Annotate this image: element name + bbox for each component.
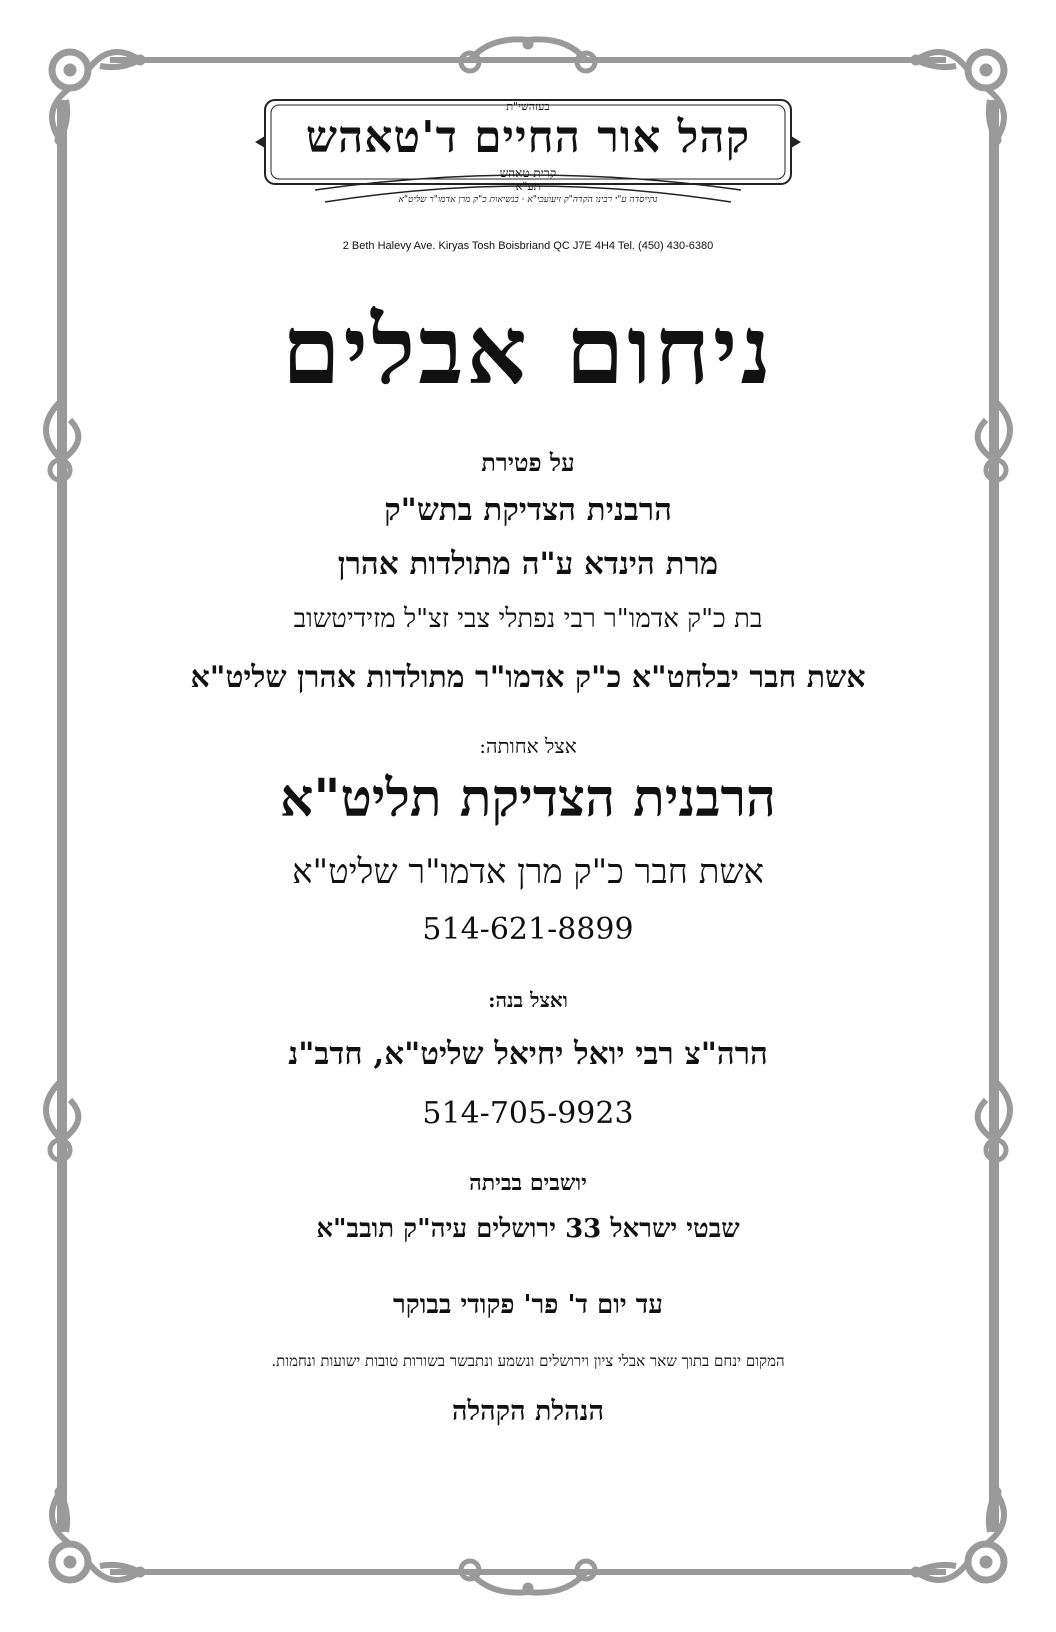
phone-number-1: 514-621-8899	[422, 912, 634, 947]
notice-line-7: הרבנית הצדיקת תליט"א	[280, 768, 776, 829]
logo-top-line: בעזהשי"ת	[506, 100, 550, 113]
notice-line-9: ואצל בנה:	[488, 988, 568, 1012]
notice-line-8: אשת חבר כ"ק מרן אדמו"ר שליט"א	[292, 852, 764, 892]
notice-line-10: הרה"צ רבי יואל יחיאל שליט"א, חדב"נ	[288, 1036, 768, 1072]
notice-line-1: על פטירת	[481, 448, 575, 477]
address-line: 2 Beth Halevy Ave. Kiryas Tosh Boisbriand QC J7E 4H4 Tel. (450) 430-6380	[342, 240, 714, 252]
congregation-logo	[255, 92, 801, 214]
logo-location: קרית טאהש	[499, 166, 557, 180]
notice-line-4: בת כ"ק אדמו"ר רבי נפתלי צבי זצ"ל מזידיטשוב	[293, 604, 763, 634]
notice-line-3: מרת הינדא ע"ה מתולדות אהרן	[337, 546, 719, 582]
signature-line: הנהלת הקהלה	[451, 1396, 604, 1427]
page-title: ניחום אבלים	[281, 296, 775, 406]
closing-blessing: המקום ינחם בתוך שאר אבלי ציון וירושלים ונשמע ונתבשר בשורות טובות ישועות ונחמות.	[271, 1352, 785, 1370]
logo-year: תע"א	[515, 180, 541, 193]
logo-ribbon-text: נתייסדה ע"י רבינו הקדה"ק זיעועכי"א · בנשיאות כ"ק מרן אדמו"ר שליט"א	[398, 195, 658, 205]
notice-line-13: עד יום ד' פר' פקודי בבוקר	[393, 1290, 663, 1320]
phone-number-2: 514-705-9923	[422, 1096, 634, 1131]
notice-line-5: אשת חבר יבלחט"א כ"ק אדמו"ר מתולדות אהרן שליט"א	[190, 660, 866, 695]
notice-line-11: יושבים בביתה	[469, 1170, 587, 1196]
notice-address: שבטי ישראל 33 ירושלים עיה"ק תובב"א	[316, 1214, 740, 1244]
notice-line-6: אצל אחותה:	[479, 734, 577, 758]
congregation-name: קהל אור החיים ד'טאהש	[305, 112, 751, 163]
notice-line-2: הרבנית הצדיקת בתש"ק	[384, 492, 672, 528]
